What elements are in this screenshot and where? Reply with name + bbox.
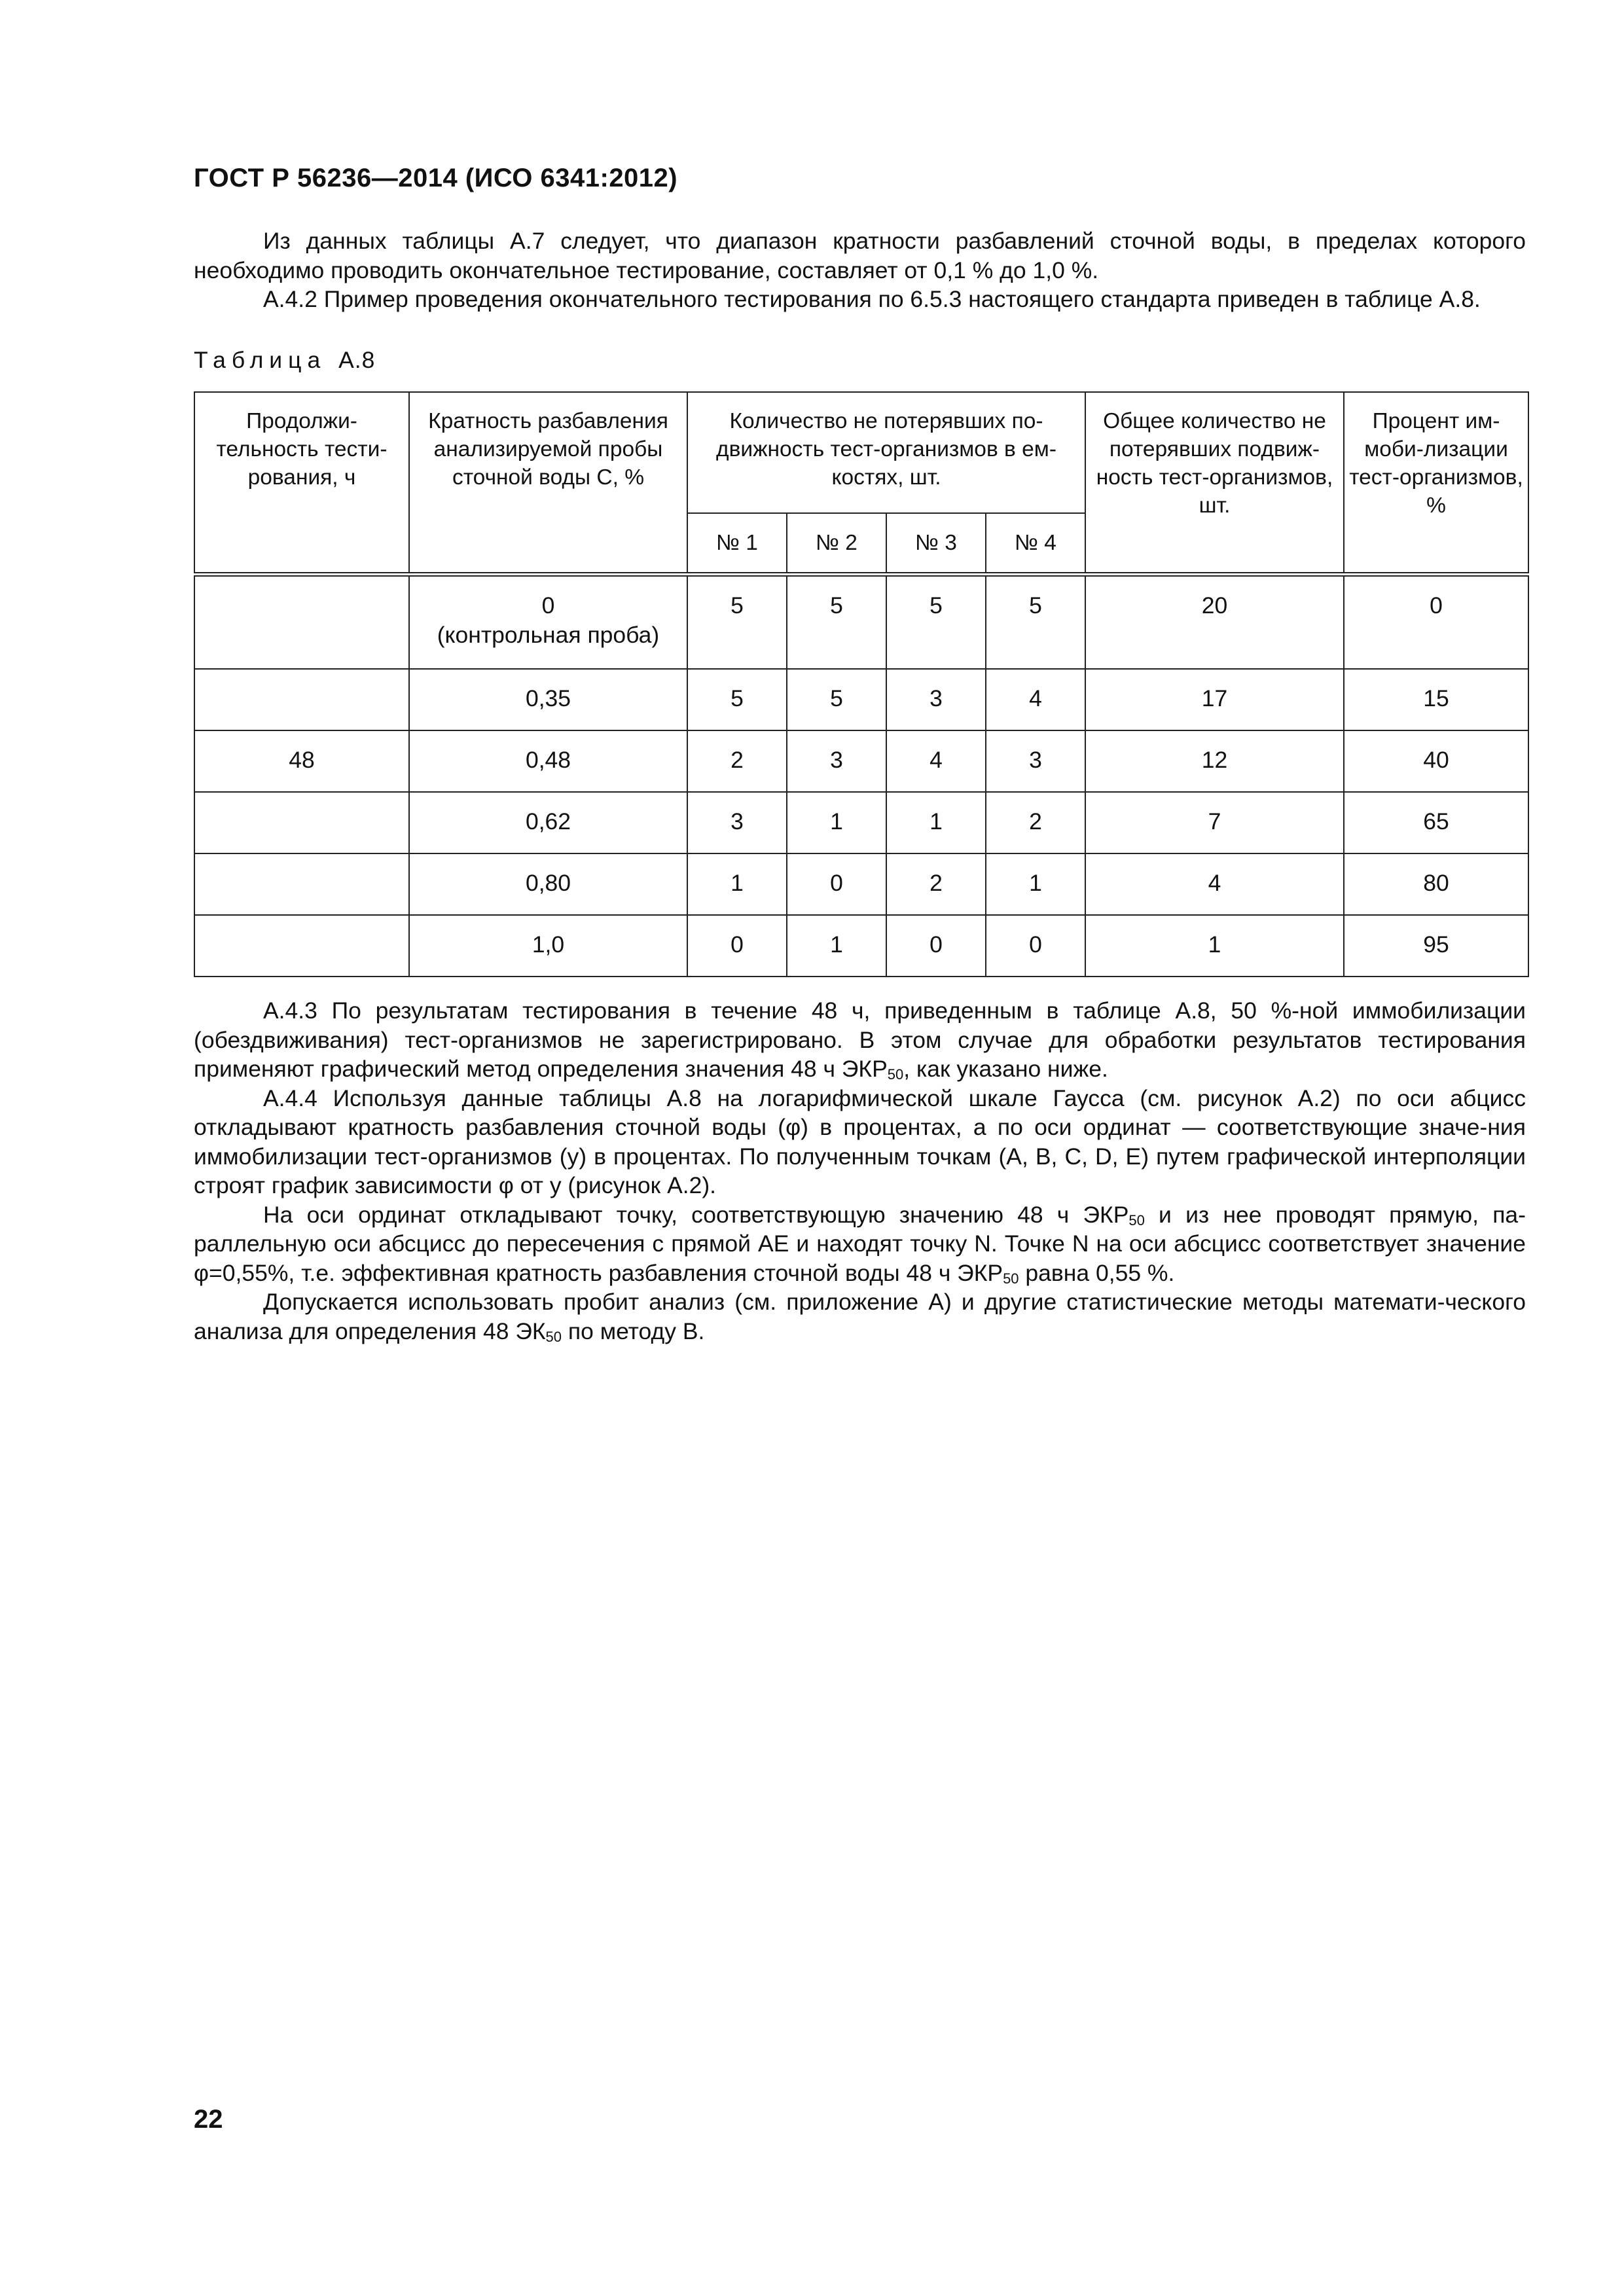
vessel-1-cell: 5 (687, 669, 787, 730)
vessel-2-cell: 3 (787, 730, 886, 792)
duration-cell (194, 669, 409, 730)
vessel-4-cell: 2 (986, 792, 1085, 853)
dilution-cell: 1,0 (409, 915, 687, 977)
paragraph: А.4.4 Используя данные таблицы А.8 на логарифмической шкале Гаусса (см. рисунок А.2) по оси абцисс откладывают кратность разбавления сточной воды (φ) в процентах, а по оси ординат — соответствующие значе-ния иммобилизации тест-организмов (у) в процентах. По полученным точкам (А, В, С, D, Е) путем графической интерполяции строят график зависимости φ от у (рисунок А.2). (194, 1085, 1526, 1198)
percent-cell: 15 (1344, 669, 1528, 730)
vessel-1-cell: 1 (687, 853, 787, 915)
dilution-cell: 0,35 (409, 669, 687, 730)
table-row (194, 792, 1528, 853)
results-text (194, 996, 1526, 1346)
vessel-3-cell: 1 (886, 792, 986, 853)
vessel-4-cell: 4 (986, 669, 1085, 730)
duration-cell (194, 792, 409, 853)
table-row (194, 915, 1528, 977)
vessel-2-cell: 5 (787, 669, 886, 730)
vessel-4-cell: 1 (986, 853, 1085, 915)
percent-cell: 80 (1344, 853, 1528, 915)
header-vessel-1: № 1 (687, 513, 787, 575)
document-header: ГОСТ Р 56236—2014 (ИСО 6341:2012) (194, 164, 678, 192)
table-row (194, 730, 1528, 792)
vessel-4-cell: 0 (986, 915, 1085, 977)
vessel-1-cell: 5 (687, 575, 787, 670)
intro-text (194, 226, 1526, 314)
header-dilution: Кратность разбавления анализируемой пробы сточной воды С, % (409, 392, 687, 575)
duration-cell: 48 (194, 730, 409, 792)
table-row (194, 575, 1528, 670)
header-percent: Процент им-моби-лизации тест-организмов, % (1344, 392, 1528, 575)
header-total: Общее количество не потерявших подвиж-ность тест-организмов, шт. (1085, 392, 1344, 575)
dilution-cell: 0,48 (409, 730, 687, 792)
total-cell: 12 (1085, 730, 1344, 792)
duration-cell (194, 915, 409, 977)
paragraph: А.4.3 По результатам тестирования в течение 48 ч, приведенным в таблице А.8, 50 %-ной иммобилизации (обездвиживания) тест-организмов не зарегистрировано. В этом случае для обработки результатов тестирования применяют графический метод определения значения 48 ч $ЭКР_{50}$, как указано ниже. (194, 997, 1526, 1083)
percent-cell: 40 (1344, 730, 1528, 792)
dilution-cell: 0,80 (409, 853, 687, 915)
total-cell: 17 (1085, 669, 1344, 730)
data-table (194, 391, 1529, 977)
header-vessel-2: № 2 (787, 513, 886, 575)
vessel-3-cell: 4 (886, 730, 986, 792)
total-cell: 4 (1085, 853, 1344, 915)
table-caption-number: А.8 (338, 347, 376, 373)
percent-cell: 0 (1344, 575, 1528, 670)
vessel-4-cell: 5 (986, 575, 1085, 670)
header-vessel-4: № 4 (986, 513, 1085, 575)
header-vessel-3: № 3 (886, 513, 986, 575)
duration-cell (194, 853, 409, 915)
vessel-1-cell: 3 (687, 792, 787, 853)
dilution-cell: 0,62 (409, 792, 687, 853)
vessel-3-cell: 3 (886, 669, 986, 730)
vessel-4-cell: 3 (986, 730, 1085, 792)
header-duration: Продолжи-тельность тести-рования, ч (194, 392, 409, 575)
total-cell: 7 (1085, 792, 1344, 853)
table-row (194, 669, 1528, 730)
total-cell: 20 (1085, 575, 1344, 670)
vessel-3-cell: 5 (886, 575, 986, 670)
table-row (194, 853, 1528, 915)
paragraph: Допускается использовать пробит анализ (см. приложение А) и другие статистические методы математи-ческого анализа для определения 48 $ЭК_{50}$ по методу В. (194, 1289, 1526, 1345)
percent-cell: 65 (1344, 792, 1528, 853)
vessel-3-cell: 2 (886, 853, 986, 915)
total-cell: 1 (1085, 915, 1344, 977)
dilution-cell: 0 (контрольная проба) (409, 575, 687, 670)
page-number: 22 (194, 2105, 223, 2134)
table-caption (194, 347, 375, 374)
duration-cell (194, 575, 409, 670)
paragraph: На оси ординат откладывают точку, соответствующую значению 48 ч $ЭКР_{50}$ и из нее проводят прямую, па-раллельную оси абсцисс до пересечения с прямой АЕ и находят точку N. Точке N на оси абсцисс соответствует значение φ=0,55%, т.е. эффективная кратность разбавления сточной воды 48 ч $ЭКР_{50}$ равна 0,55 %. (194, 1201, 1526, 1287)
paragraph: Из данных таблицы А.7 следует, что диапазон кратности разбавлений сточной воды, в пределах которого необходимо проводить окончательное тестирование, составляет от 0,1 % до 1,0 %. (194, 228, 1526, 283)
paragraph: А.4.2 Пример проведения окончательного тестирования по 6.5.3 настоящего стандарта приведен в таблице А.8. (263, 286, 1481, 312)
vessel-2-cell: 5 (787, 575, 886, 670)
vessel-2-cell: 0 (787, 853, 886, 915)
percent-cell: 95 (1344, 915, 1528, 977)
vessel-2-cell: 1 (787, 915, 886, 977)
header-count: Количество не потерявших по-движность тест-организмов в ем-костях, шт. (687, 392, 1085, 513)
vessel-1-cell: 0 (687, 915, 787, 977)
vessel-2-cell: 1 (787, 792, 886, 853)
table-caption-word: Таблица (194, 347, 327, 373)
vessel-3-cell: 0 (886, 915, 986, 977)
vessel-1-cell: 2 (687, 730, 787, 792)
